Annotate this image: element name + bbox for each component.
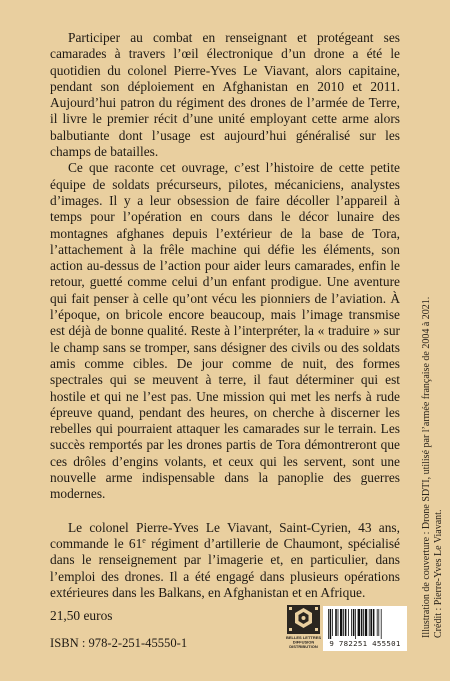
barcode-bar [370,609,372,636]
barcode-bar [365,609,367,636]
barcode-bar [355,609,356,639]
barcode-bar [330,609,332,639]
barcode-bar [328,609,329,639]
isbn: ISBN : 978-2-251-45550-1 [50,636,188,650]
barcode-bar [351,609,352,636]
cover-credit-line-2: Crédit : Pierre-Yves Le Viavant. [432,509,444,638]
barcode [323,606,407,651]
barcode-bar [335,609,337,636]
logo-line-3: DISTRIBUTION [289,644,318,649]
author-bio-end: régiment d’artillerie de Chaumont, spécialisé dans le renseignement par l’imagerie et, en particulier, dans l’emploi des drones. Il a été engagé dans plusieurs opérations extérieures dans les Balkans, en Afghanistan et en Afrique. [50,535,401,600]
barcode-bar [340,609,342,636]
barcode-bar [361,609,363,636]
publisher-logo [285,604,322,650]
logo-line-1: BELLES LETTRES [285,635,322,640]
barcode-bars [326,609,404,639]
barcode-number: 9 782251 455501 [329,639,401,648]
barcode-bar [363,609,364,636]
barcode-bar [381,609,382,639]
barcode-bar [348,609,349,636]
barcode-bar [338,609,339,636]
barcode-bar [358,609,360,636]
barcode-bar [345,609,347,636]
logo-line-2: DIFFUSION [292,639,315,645]
barcode-bar [343,609,344,636]
barcode-bar [373,609,375,636]
blurb-paragraph-1: Participer au combat en renseignant et protégeant ses camarades à travers l’œil électronique d’un drone a été le quotidien du colonel Pierre-Yves Le Viavant, alors capitaine, pendant son déploiement en Afghanistan en 2010 et 2011. Aujourd’hui patron du régiment des drones de l’armée de Terre, il livre le premier récit d’une unité employant cette arme alors balbutiante dont l’usage est aujourd’hui généralisé sur les champs de batailles. [50,30,400,160]
price: 21,50 euros [50,608,113,623]
barcode-bar [377,609,378,636]
barcode-bar [332,609,333,636]
ordinal-suffix: e [142,535,146,545]
author-bio [50,520,400,601]
blurb-text [50,30,400,601]
barcode-bar [353,609,355,636]
blurb-paragraph-2: Ce que raconte cet ouvrage, c’est l’histoire de cette petite équipe de soldats précurseurs, pilotes, mécaniciens, analystes d’images. Il y a leur obsession de faire décoller l’appareil à temps pour l’opération en cours dans le décor lunaire des montagnes afghanes depuis l’extérieur de la base de Tora, l’attachement à la frêle machine qui défie les éléments, son action au-dessus de l’action pour aider leurs camarades, enfin le retour, guetté comme celui d’un enfant prodigue. Une aventure qui fait penser à celle qu’ont vécu les pionniers de l’aviation. À l’époque, on bricole encore beaucoup, mais l’image transmise est déjà de bonne qualité. Reste à l’interpréter, la « traduire » sur le champ sans se tromper, sans désigner des civils ou des soldats amis comme cibles. De jour comme de nuit, des formes spectrales qui se meuvent à terre, il faut déterminer qui est hostile et qui ne l’est pas. Une mission qui met les nerfs à rude épreuve quand, pendant des heures, on cherche à discerner les rebelles qui pourraient attaquer les camarades sur le terrain. Les succès remportés par les drones partis de Tora démontreront que ces drôles d’engins volants, et ceux qui les servent, sont une nouvelle arme indispensable dans la panoplie des guerres modernes. [50,160,400,502]
author-bio-start: Le colonel Pierre-Yves Le Viavant, Saint-Cyrien, 43 ans, commande le 61 [50,519,400,551]
cover-credit [421,22,444,638]
cover-credit-line-1: Illustration de couverture : Drone SDTI, utilisé par l’armée française de 2004 à 2021. [421,296,432,638]
barcode-bar [369,609,370,636]
barcode-bar [378,609,379,636]
